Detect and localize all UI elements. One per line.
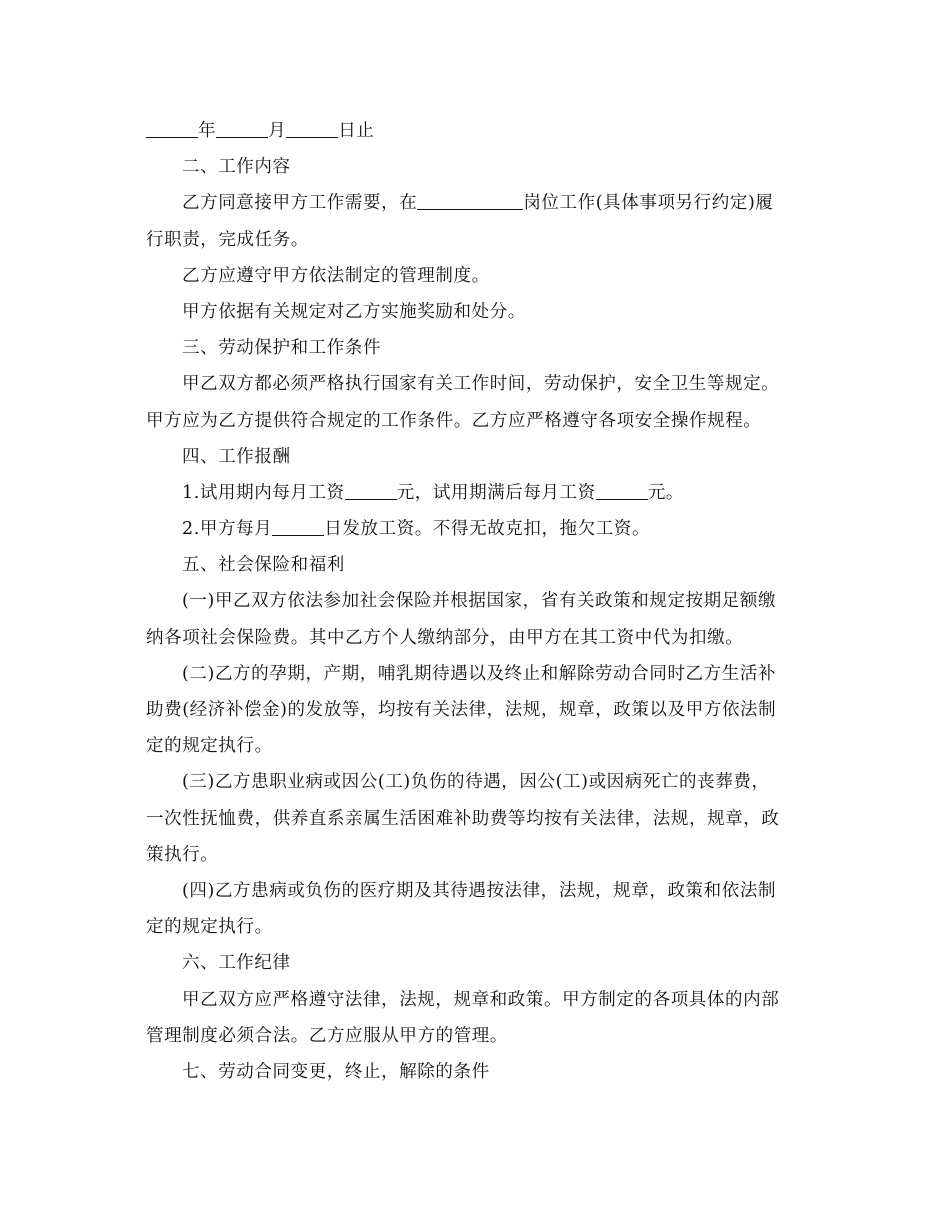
payday-blank <box>272 517 324 536</box>
year-blank <box>146 119 198 138</box>
paragraph-line: 一次性抚恤费，供养直系亲属生活困难补助费等均按有关法律，法规，规章，政 <box>146 808 780 829</box>
paragraph-line: 乙方应遵守甲方依法制定的管理制度。 <box>182 265 490 286</box>
section-heading-contract-change: 七、劳动合同变更，终止，解除的条件 <box>182 1061 490 1082</box>
month-label: 月 <box>268 121 287 141</box>
paragraph-line: 甲乙双方应严格遵守法律，法规，规章和政策。甲方制定的各项具体的内部 <box>182 989 780 1010</box>
regular-salary-blank <box>596 481 648 500</box>
end-date-line <box>146 113 806 149</box>
day-blank <box>286 119 338 138</box>
position-blank <box>417 191 523 210</box>
paragraph-line <box>146 185 806 221</box>
paragraph-line <box>146 475 806 511</box>
paragraph-line: 甲方依据有关规定对乙方实施奖励和处分。 <box>182 301 526 322</box>
paragraph-line: 甲方应为乙方提供符合规定的工作条件。乙方应严格遵守各项安全操作规程。 <box>146 410 762 431</box>
paragraph-line: (一)甲乙双方依法参加社会保险并根据国家，省有关政策和规定按期足额缴 <box>182 591 777 612</box>
text-fragment: 岗位工作(具体事项另行约定)履 <box>523 193 774 214</box>
text-fragment: 乙方同意接甲方工作需要，在 <box>182 193 418 214</box>
month-blank <box>216 119 268 138</box>
paragraph-line: (四)乙方患病或负伤的医疗期及其待遇按法律，法规，规章，政策和依法制 <box>182 880 777 901</box>
paragraph-line: 甲乙双方都必须严格执行国家有关工作时间，劳动保护，安全卫生等规定。 <box>182 374 780 395</box>
section-heading-labor-protection: 三、劳动保护和工作条件 <box>182 338 382 359</box>
year-label: 年 <box>198 121 217 141</box>
day-end-label: 日止 <box>338 121 375 141</box>
paragraph-line: (二)乙方的孕期，产期，哺乳期待遇以及终止和解除劳动合同时乙方生活补 <box>182 663 777 684</box>
section-heading-work-content: 二、工作内容 <box>182 157 291 178</box>
paragraph-line: 管理制度必须合法。乙方应服从甲方的管理。 <box>146 1025 508 1046</box>
text-fragment: 2.甲方每月 <box>182 519 273 540</box>
text-fragment: 元。 <box>647 482 685 503</box>
section-heading-remuneration: 四、工作报酬 <box>182 446 291 467</box>
paragraph-line: 定的规定执行。 <box>146 917 273 938</box>
paragraph-line <box>146 511 806 547</box>
paragraph-line: (三)乙方患职业病或因公(工)负伤的待遇，因公(工)或因病死亡的丧葬费， <box>182 772 770 793</box>
contract-page <box>146 113 806 1090</box>
text-fragment: 元，试用期满后每月工资 <box>396 482 596 503</box>
probation-salary-blank <box>345 481 397 500</box>
section-heading-work-discipline: 六、工作纪律 <box>182 953 291 974</box>
text-fragment: 日发放工资。不得无故克扣，拖欠工资。 <box>324 519 651 540</box>
paragraph-line: 策执行。 <box>146 844 219 865</box>
section-heading-social-insurance: 五、社会保险和福利 <box>182 555 345 576</box>
paragraph-line: 助费(经济补偿金)的发放等，均按有关法律，法规，规章，政策以及甲方依法制 <box>146 700 777 720</box>
paragraph-line: 行职责，完成任务。 <box>146 229 309 250</box>
text-fragment: 1.试用期内每月工资 <box>182 482 345 503</box>
paragraph-line: 定的规定执行。 <box>146 736 273 757</box>
paragraph-line: 纳各项社会保险费。其中乙方个人缴纳部分，由甲方在其工资中代为扣缴。 <box>146 627 744 648</box>
